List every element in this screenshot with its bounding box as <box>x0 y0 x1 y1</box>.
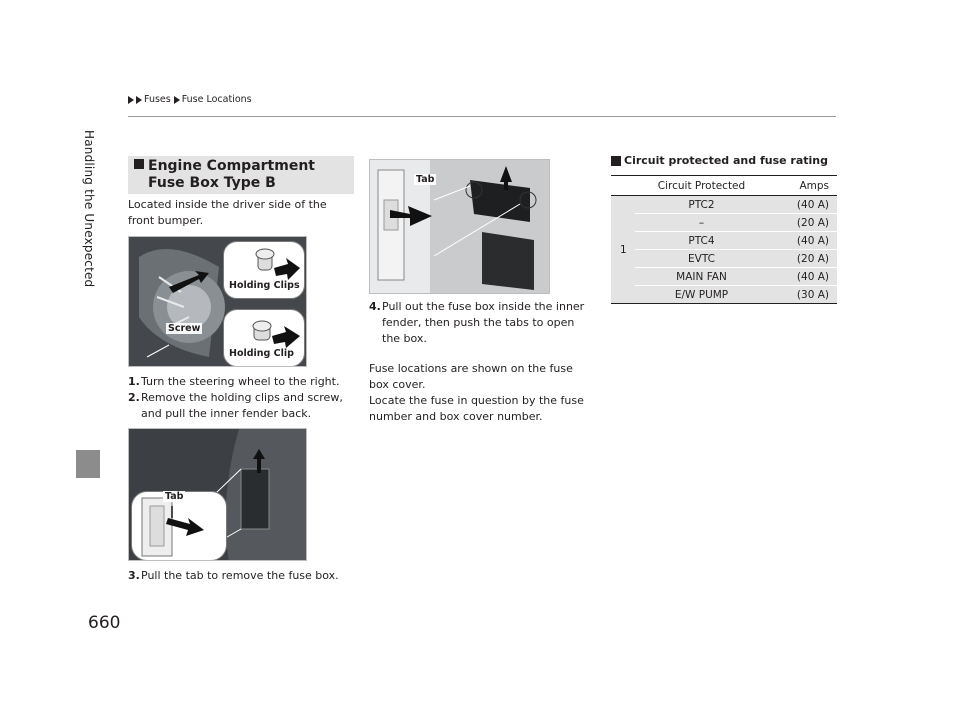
figure-fuse-box-tab <box>128 428 307 561</box>
cell-amps: (40 A) <box>768 268 837 286</box>
section-bullet-icon <box>134 159 144 169</box>
figure-open-fuse-box <box>369 159 550 294</box>
tab-icon <box>132 492 226 560</box>
label-screw: Screw <box>168 323 201 334</box>
cell-circuit: PTC4 <box>635 232 768 250</box>
cell-circuit: E/W PUMP <box>635 286 768 304</box>
heading-bullet-icon <box>611 156 621 166</box>
step-2 <box>128 390 354 422</box>
table-row <box>611 196 837 214</box>
step-4 <box>369 299 595 347</box>
step-text: Pull the tab to remove the fuse box. <box>141 569 339 582</box>
step-text: Pull out the fuse box inside the inner fender, then push the tabs to open the box. <box>382 300 585 345</box>
fuse-table <box>611 175 837 304</box>
breadcrumb-fuse-locations[interactable]: Fuse Locations <box>181 94 252 105</box>
header-divider <box>128 116 836 117</box>
section-intro: Located inside the driver side of the front bumper. <box>128 198 327 227</box>
table-row <box>611 250 837 268</box>
cell-circuit: PTC2 <box>635 196 768 214</box>
figure-fender-clips <box>128 236 307 367</box>
cell-amps: (40 A) <box>768 232 837 250</box>
cell-circuit: EVTC <box>635 250 768 268</box>
breadcrumb <box>128 94 252 105</box>
step-number: 1. <box>128 375 140 388</box>
table-row <box>611 232 837 250</box>
step-1 <box>128 374 354 390</box>
breadcrumb-arrow-icon <box>128 96 134 104</box>
label-holding-clips: Holding Clips <box>229 280 300 291</box>
label-holding-clip: Holding Clip <box>229 348 294 359</box>
note-locate-fuse: Locate the fuse in question by the fuse number and box cover number. <box>369 394 584 423</box>
cell-amps: (40 A) <box>768 196 837 214</box>
step-text: Turn the steering wheel to the right. <box>141 375 340 388</box>
cell-circuit: MAIN FAN <box>635 268 768 286</box>
sidebar-chapter-tab[interactable] <box>76 450 100 478</box>
col-circuit: Circuit Protected <box>635 176 768 196</box>
section-heading <box>128 156 354 194</box>
cell-amps: (30 A) <box>768 286 837 304</box>
table-row <box>611 268 837 286</box>
breadcrumb-arrow-icon <box>136 96 142 104</box>
label-tab: Tab <box>165 491 184 502</box>
table-row <box>611 214 837 232</box>
cell-amps: (20 A) <box>768 250 837 268</box>
sidebar-chapter-label: Handling the Unexpected <box>82 130 96 288</box>
table-heading <box>611 154 828 167</box>
col-amps: Amps <box>768 176 837 196</box>
table-header-row <box>611 176 837 196</box>
note-fuse-locations: Fuse locations are shown on the fuse box cover. <box>369 362 573 391</box>
breadcrumb-arrow-icon <box>174 96 180 104</box>
breadcrumb-fuses[interactable]: Fuses <box>144 94 171 105</box>
table-row <box>611 286 837 304</box>
step-number: 2. <box>128 391 140 404</box>
cell-amps: (20 A) <box>768 214 837 232</box>
page-number: 660 <box>88 613 121 633</box>
step-number: 4. <box>369 300 381 313</box>
label-tab: Tab <box>416 174 435 185</box>
open-fuse-box-illustration <box>370 160 550 294</box>
box-number: 1 <box>611 196 635 304</box>
step-text: Remove the holding clips and screw, and pull the inner fender back. <box>141 391 343 420</box>
section-title: Engine Compartment Fuse Box Type B <box>148 158 315 191</box>
cell-circuit: – <box>635 214 768 232</box>
table-heading-text: Circuit protected and fuse rating <box>624 154 828 167</box>
col-box <box>611 176 635 196</box>
step-3 <box>128 568 354 584</box>
step-number: 3. <box>128 569 140 582</box>
